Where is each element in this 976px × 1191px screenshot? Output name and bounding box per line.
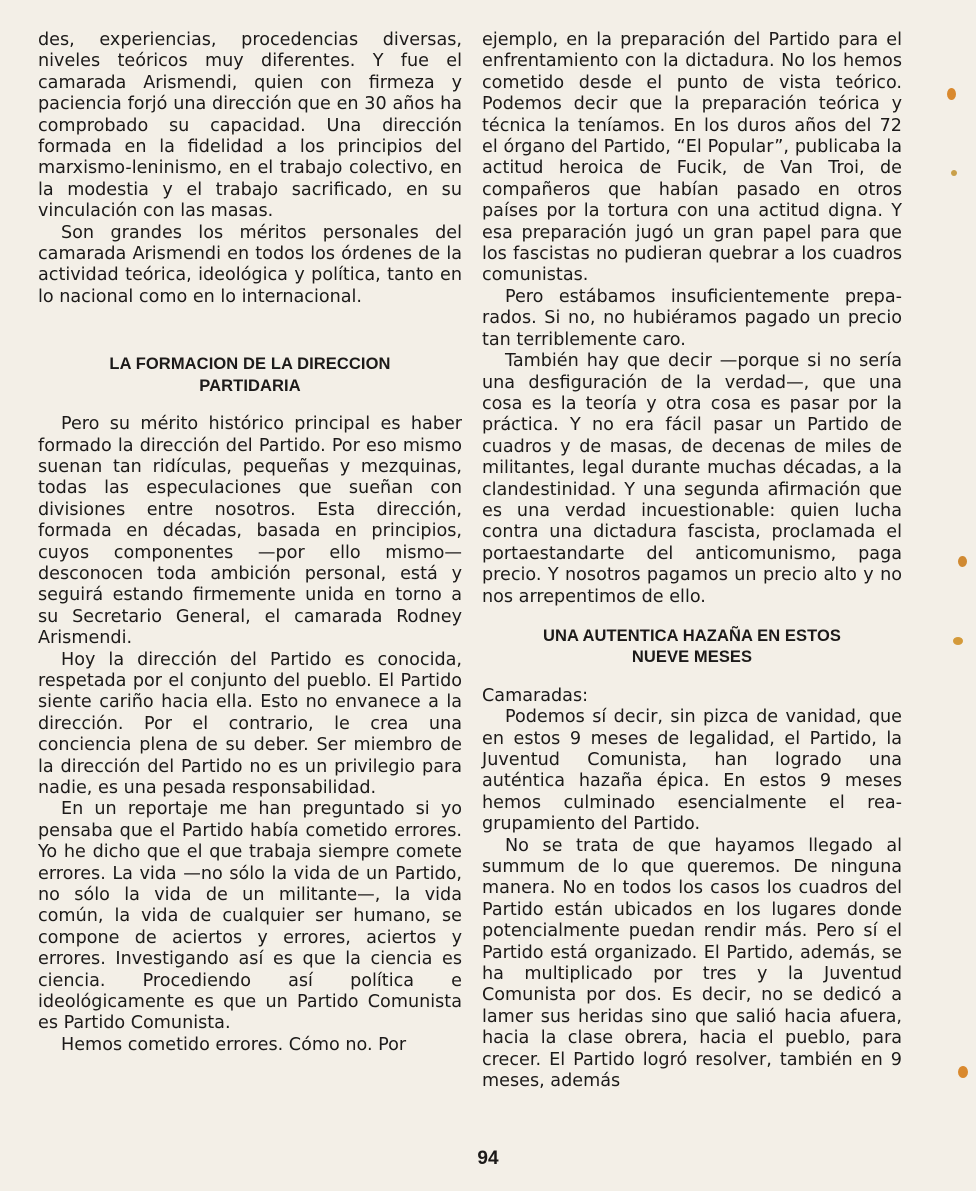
paragraph: En un reportaje me han preguntado si yo pensaba que el Partido había cometido errores. Yo he dicho que el que trabaja siempre comete errores. La vida —no sólo la vida de un Partido, no sólo la vida de un militante—, la vida común, la vida de cualquier ser humano, se compone de aciertos y errores, aciertos y errores. Investigando así es que la ciencia es ciencia. Procediendo así política e ideológicamente es que un Partido Comunista es Partido Comunista. [38, 799, 462, 1034]
stain-mark [958, 556, 967, 567]
section-heading [38, 354, 462, 397]
salutation: Camaradas: [482, 685, 589, 706]
page-number: 94 [477, 1148, 499, 1169]
stain-mark [958, 1066, 968, 1078]
paragraph: También hay que decir —porque si no sería una desfiguración de la verdad—, que una cosa es la teoría y otra cosa es pasar por la práctica. Y no era fácil pasar un Partido de cuadros y de masas, de decenas de miles de militantes, legal durante muchas décadas, a la clandestinidad. Y una segunda afirmación que es una verdad incuestionable: quien lucha contra una dictadura fascista, proclamada el portaestandarte del anticomunismo, paga precio. Y nosotros pagamos un precio alto y no nos arrepentimos de ello. [482, 351, 902, 607]
paragraph: No se trata de que hayamos llegado al summum de lo que queremos. De ninguna manera. No en todos los casos los cuadros del Partido están ubicados en los lugares donde potencialmente puedan rendir más. Pero sí el Partido está organizado. El Partido, además, se ha multiplicado por tres y la Juventud Comunista por dos. Es decir, no se dedicó a lamer sus heridas sino que salió hacia afuera, hacia la clase obrera, hacia el pueblo, para crecer. El Partido logró resolver, también en 9 meses, además [482, 835, 902, 1092]
paragraph: Pero estábamos insuficientemente preparados. Si no, no hubiéramos pagado un precio tan terriblemente caro. [482, 286, 902, 350]
stain-mark [947, 88, 956, 100]
paragraph: Hoy la dirección del Partido es conocida, respetada por el conjunto del pueblo. El Partido siente cariño hacia ella. Esto no envanece a la dirección. Por el contrario, le crea una conciencia plena de su deber. Ser miembro de la dirección del Partido no es un privilegio para nadie, es una pesada responsabilidad. [38, 649, 462, 798]
paragraph: Podemos sí decir, sin pizca de vanidad, que en estos 9 meses de legalidad, el Partido, la Juventud Comunista, han logrado una auténtica hazaña épica. En estos 9 meses hemos culminado esencialmente el reagrupamiento del Partido. [482, 707, 902, 835]
stain-mark [951, 170, 957, 176]
section-heading-line: UNA AUTENTICA HAZAÑA EN ESTOS [542, 626, 842, 645]
paragraph: Son grandes los méritos personales del camarada Arismendi en todos los órdenes de la actividad teórica, ideológica y política, tanto en lo nacional como en lo internacional. [38, 222, 462, 307]
paragraph: des, experiencias, procedencias diversas, niveles teóricos muy diferentes. Y fue el camarada Arismendi, quien con firmeza y paciencia forjó una dirección que en 30 años ha comprobado su capacidad. Una dirección formada en la fidelidad a los principios del marxismo-leninismo, en el trabajo colectivo, en la modestia y el trabajo sacrificado, en su vinculación con las masas. [38, 30, 462, 222]
section-heading-line: LA FORMACION DE LA DIRECCION [109, 355, 391, 374]
paragraph: Pero su mérito histórico principal es haber formado la dirección del Partido. Por eso mismo suenan tan ridículas, pequeñas y mezquinas, todas las especulaciones que sueñan con divisiones entre nosotros. Esta dirección, formada en décadas, basada en principios, cuyos componentes —por ello mismo— desconocen toda ambición personal, está y seguirá estando firmemente unida en torno a su Secretario General, el camarada Rodney Arismendi. [38, 414, 462, 649]
paragraph: ejemplo, en la preparación del Partido para el enfrentamiento con la dictadura. No los hemos cometido desde el punto de vista teórico. Podemos decir que la preparación teórica y técnica la teníamos. En los duros años del 72 el órgano del Partido, “El Popular”, publicaba la actitud heroica de Fucik, de Van Troi, de compañeros que habían pasado en otros países por la tortura con una actitud digna. Y esa preparación jugó un gran papel para que los fascistas no pudieran quebrar a los cuadros comunistas. [482, 30, 902, 286]
paragraph: Hemos cometido errores. Cómo no. Por [61, 1034, 407, 1055]
stain-mark [953, 637, 963, 645]
section-heading-line: PARTIDARIA [199, 376, 301, 395]
section-heading [482, 626, 902, 669]
left-column [38, 30, 462, 1056]
right-column [482, 30, 902, 1093]
section-heading-line: NUEVE MESES [631, 648, 753, 667]
